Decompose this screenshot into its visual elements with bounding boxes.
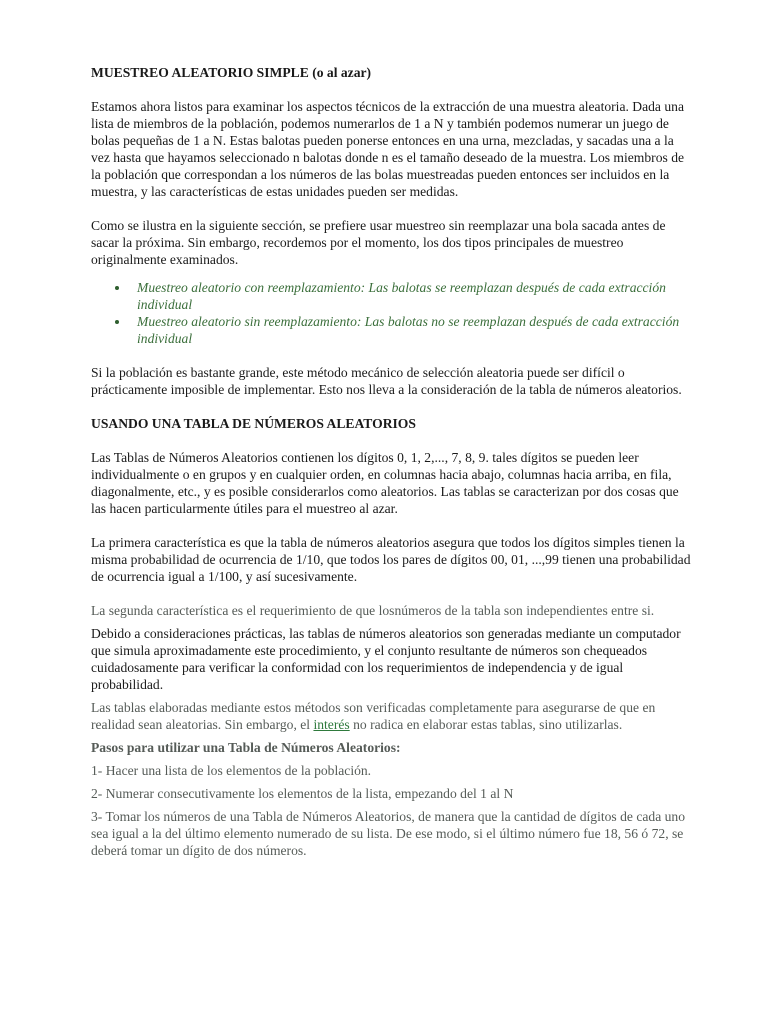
- paragraph-primera-caracteristica: La primera característica es que la tabla de números aleatorios asegura que todos los dígitos simples tienen la misma probabilidad de ocurrencia de 1/10, que todos los pares de dígitos 00, 01, ...,99 tienen una probabilidad de ocurrencia igual a 1/100, y así sucesivamente.: [91, 535, 691, 584]
- paragraph-consideraciones-practicas: Debido a consideraciones prácticas, las tablas de números aleatorios son generadas mediante un computador que simula aproximadamente este procedimiento, y el conjunto resultante de números son chequeados cuidadosamente para verificar la conformidad con los requerimientos de independencia y de igual probabilidad.: [91, 626, 681, 692]
- interes-link[interactable]: interés: [313, 717, 350, 732]
- list-item: Muestreo aleatorio con reemplazamiento: Las balotas se reemplazan después de cada extracción individual: [137, 279, 693, 313]
- paragraph-tablas-digitos: Las Tablas de Números Aleatorios contienen los dígitos 0, 1, 2,..., 7, 8, 9. tales dígitos se pueden leer individualmente o en grupos y en cualquier orden, en columnas hacia abajo, columnas hacia arriba, en fila, diagonalmente, etc., y es posible considerarlos como aleatorios. Las tablas se caracterizan por dos cosas que las hacen particularmente útiles para el muestreo al azar.: [91, 450, 679, 516]
- paragraph-tablas-verificadas: [91, 699, 693, 733]
- paragraph-intro: Estamos ahora listos para examinar los aspectos técnicos de la extracción de una muestra aleatoria. Dada una lista de miembros de la población, podemos numerarlos de 1 a N y también podemos numerar un juego de bolas pequeñas de 1 a N. Estas balotas pueden ponerse entonces en una urna, mezcladas, y sacadas una a la vez hasta que hayamos seleccionado n balotas donde n es el tamaño deseado de la muestra. Los miembros de la población que correspondan a los números de las bolas muestreadas pueden entonces ser incluidos en la muestra, y las características de estas unidades pueden ser medidas.: [91, 99, 685, 199]
- paragraph-segunda-caracteristica: La segunda característica es el requerimiento de que losnúmeros de la tabla son independientes entre si.: [91, 603, 655, 618]
- section-heading-muestreo: MUESTREO ALEATORIO SIMPLE (o al azar): [91, 65, 372, 80]
- list-item: Muestreo aleatorio sin reemplazamiento: Las balotas no se reemplazan después de cada extracción individual: [137, 313, 693, 347]
- sampling-types-list: [91, 279, 693, 347]
- paragraph-text: no radica en elaborar estas tablas, sino utilizarlas.: [349, 717, 623, 732]
- paragraph-poblacion-grande: Si la población es bastante grande, este método mecánico de selección aleatoria puede ser difícil o prácticamente imposible de implementar. Esto nos lleva a la consideración de la tabla de números aleatorios.: [91, 365, 682, 397]
- section-heading-pasos: Pasos para utilizar una Tabla de Números Aleatorios:: [91, 740, 401, 755]
- step-item: 2- Numerar consecutivamente los elementos de la lista, empezando del 1 al N: [91, 786, 514, 801]
- paragraph-muestreo-sin-reemplazo: Como se ilustra en la siguiente sección, se prefiere usar muestreo sin reemplazar una bola sacada antes de sacar la próxima. Sin embargo, recordemos por el momento, los dos tipos principales de muestreo originalmente examinados.: [91, 218, 666, 267]
- step-item: 3- Tomar los números de una Tabla de Números Aleatorios, de manera que la cantidad de dígitos de cada uno sea igual a la del último elemento numerado de su lista. De ese modo, si el último número fue 18, 56 ó 72, se deberá tomar un dígito de dos números.: [91, 809, 686, 858]
- paragraph-text: Las tablas elaboradas mediante estos métodos son verificadas completamente para asegurarse de que en realidad sean aleatorias. Sin embargo, el: [91, 700, 656, 732]
- step-item: 1- Hacer una lista de los elementos de la población.: [91, 763, 372, 778]
- section-heading-tabla: USANDO UNA TABLA DE NÚMEROS ALEATORIOS: [91, 416, 416, 431]
- document-page: [91, 64, 693, 859]
